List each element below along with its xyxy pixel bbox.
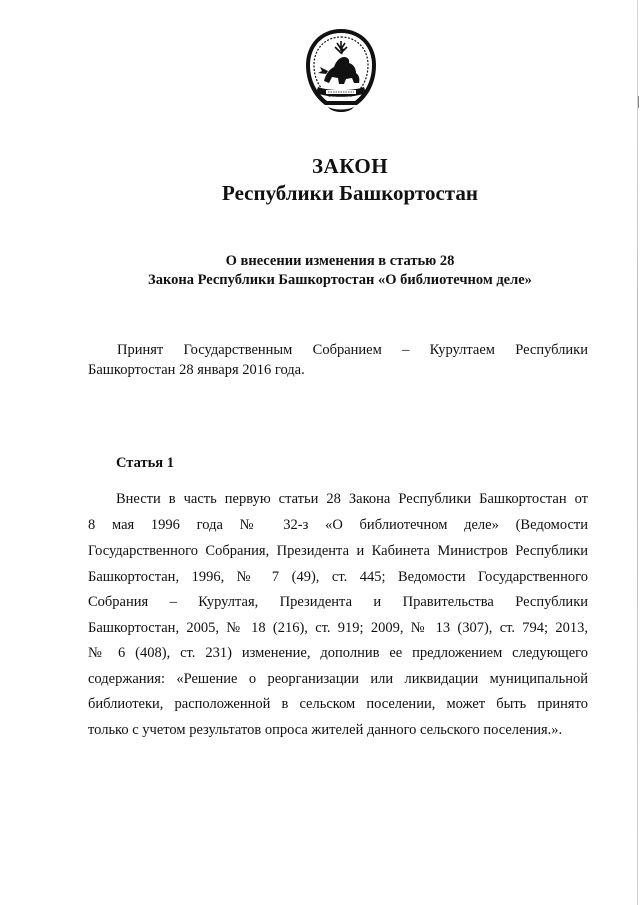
scan-edge xyxy=(637,0,638,905)
article-paragraph-line: Собрания – Курултая, Президента и Правительства Республики xyxy=(88,594,588,610)
coat-of-arms-icon xyxy=(304,27,378,115)
document-title: ЗАКОН xyxy=(311,154,389,178)
article-paragraph-line: Внести в часть первую статьи 28 Закона Республики Башкортостан от xyxy=(116,491,588,507)
adopted-line-1: Принят Государственным Собранием – Курултаем Республики xyxy=(117,342,588,358)
article-paragraph-line: 8 мая 1996 года № 32-з «О библиотечном деле» (Ведомости xyxy=(88,517,588,533)
article-paragraph-line: Башкортостан, 1996, № 7 (49), ст. 445; Ведомости Государственного xyxy=(88,569,588,585)
article-paragraph-line: Башкортостан, 2005, № 18 (216), ст. 919; 2009, № 13 (307), ст. 794; 2013, xyxy=(88,620,588,636)
article-title: Статья 1 xyxy=(116,455,174,471)
article-paragraph-line: только с учетом результатов опроса жителей данного сельского поселения.». xyxy=(88,722,563,738)
article-paragraph-line: библиотеки, расположенной в сельском поселении, может быть принято xyxy=(88,696,588,712)
scan-mark xyxy=(634,96,639,108)
article-paragraph-line: Государственного Собрания, Президента и Кабинета Министров Республики xyxy=(88,543,588,559)
law-heading-line-1: О внесении изменения в статью 28 xyxy=(225,253,455,269)
document-subtitle: Республики Башкортостан xyxy=(222,181,478,205)
law-heading-line-2: Закона Республики Башкортостан «О библиотечном деле» xyxy=(148,272,532,288)
adopted-line-2: Башкортостан 28 января 2016 года. xyxy=(88,362,305,378)
article-paragraph-line: № 6 (408), ст. 231) изменение, дополнив ее предложением следующего xyxy=(88,645,588,661)
article-paragraph-line: содержания: «Решение о реорганизации или ликвидации муниципальной xyxy=(88,671,588,687)
